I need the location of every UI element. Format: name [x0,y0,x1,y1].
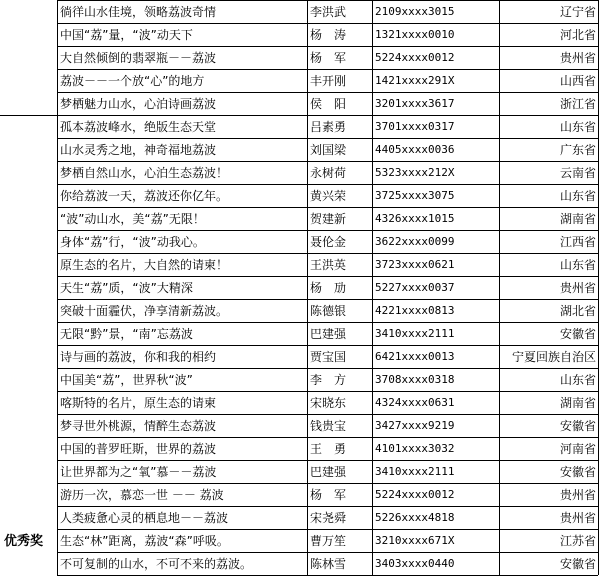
slogan-cell: 生态“林”距离，荔波“森”呼吸。 [60,534,229,548]
row-border [57,207,598,208]
slogan-cell: 梦寻世外桃源，情醉生态荔波 [60,419,217,433]
row-border [57,368,598,369]
row-border [57,506,598,507]
name-cell: 宋尧舜 [310,511,347,525]
province-cell: 云南省 [559,166,596,180]
province-cell: 宁夏回族自治区 [511,350,596,364]
phone-cell: 3410xxxx2111 [375,465,455,478]
row-border [57,276,598,277]
slogan-cell: 中国“荔”量，“波”动天下 [60,28,193,42]
phone-cell: 4326xxxx1015 [375,212,455,225]
phone-cell: 3701xxxx0317 [375,120,455,133]
slogan-cell: 山水灵秀之地，神奇福地荔波 [60,143,217,157]
row-border [57,322,598,323]
province-cell: 江西省 [559,235,596,249]
name-cell: 黄兴荣 [310,189,347,203]
phone-cell: 3708xxxx0318 [375,373,455,386]
phone-cell: 3622xxxx0099 [375,235,455,248]
phone-cell: 3410xxxx2111 [375,327,455,340]
phone-cell: 3403xxxx0440 [375,557,455,570]
name-cell: 杨 劢 [310,281,347,295]
row-border [57,138,598,139]
province-cell: 贵州省 [559,511,596,525]
row-border [57,483,598,484]
phone-cell: 3210xxxx671X [375,534,455,547]
province-cell: 山东省 [559,373,596,387]
slogan-cell: 荔波－－一个放“心”的地方 [60,74,205,88]
phone-cell: 5226xxxx4818 [375,511,455,524]
slogan-cell: 诗与画的荔波，你和我的相约 [60,350,217,364]
province-cell: 贵州省 [559,281,596,295]
column-border [598,0,599,575]
category-label: 优秀奖 [4,534,44,549]
row-border [0,115,598,116]
province-cell: 江苏省 [559,534,596,548]
row-border [57,184,598,185]
slogan-cell: 突破十面霾伏，净享清新荔波。 [60,304,229,318]
name-cell: 杨 涛 [310,28,347,42]
slogan-cell: 中国的普罗旺斯，世界的荔波 [60,442,217,456]
slogan-cell: 梦栖自然山水，心泊生态荔波！ [60,166,229,180]
phone-cell: 3427xxxx9219 [375,419,455,432]
province-cell: 贵州省 [559,51,596,65]
column-border [57,0,58,575]
row-border [57,345,598,346]
row-border [57,230,598,231]
province-cell: 安徽省 [559,419,596,433]
phone-cell: 4101xxxx3032 [375,442,455,455]
phone-cell: 4324xxxx0631 [375,396,455,409]
province-cell: 安徽省 [559,557,596,571]
phone-cell: 6421xxxx0013 [375,350,455,363]
row-border [57,69,598,70]
row-border [57,460,598,461]
province-cell: 山东省 [559,189,596,203]
name-cell: 陈林雪 [310,557,347,571]
slogan-cell: 人类疲惫心灵的栖息地－－荔波 [60,511,229,525]
row-border [57,529,598,530]
slogan-cell: 你给荔波一天，荔波还你亿年。 [60,189,229,203]
province-cell: 河南省 [559,442,596,456]
phone-cell: 2109xxxx3015 [375,5,455,18]
name-cell: 王洪英 [310,258,347,272]
slogan-cell: 天生“荔”质，“波”大精深 [60,281,193,295]
slogan-cell: 喀斯特的名片，原生态的请柬 [60,396,217,410]
slogan-cell: 徜徉山水佳境，领略荔波奇情 [60,5,217,19]
province-cell: 湖南省 [559,212,596,226]
row-border [57,299,598,300]
name-cell: 侯 阳 [310,97,347,111]
name-cell: 宋晓东 [310,396,347,410]
phone-cell: 5323xxxx212X [375,166,455,179]
slogan-cell: 原生态的名片，大自然的请柬！ [60,258,229,272]
phone-cell: 1321xxxx0010 [375,28,455,41]
name-cell: 巴建强 [310,327,347,341]
phone-cell: 4405xxxx0036 [375,143,455,156]
phone-cell: 3201xxxx3617 [375,97,455,110]
slogan-cell: 中国美“荔”，世界秋“波” [60,373,193,387]
column-border [499,0,500,575]
name-cell: 丰开刚 [310,74,347,88]
province-cell: 浙江省 [559,97,596,111]
phone-cell: 3725xxxx3075 [375,189,455,202]
province-cell: 山东省 [559,258,596,272]
row-border [57,23,598,24]
province-cell: 安徽省 [559,465,596,479]
name-cell: 永树荷 [310,166,347,180]
row-border [57,414,598,415]
slogan-cell: 身体“荔”行，“波”动我心。 [60,235,205,249]
slogan-cell: 梦栖魅力山水，心泊诗画荔波 [60,97,217,111]
province-cell: 贵州省 [559,488,596,502]
name-cell: 刘国梁 [310,143,347,157]
name-cell: 杨 军 [310,51,347,65]
slogan-cell: 大自然倾倒的翡翠瓶－－荔波 [60,51,217,65]
name-cell: 李 方 [310,373,347,387]
province-cell: 湖北省 [559,304,596,318]
name-cell: 贺建新 [310,212,347,226]
province-cell: 辽宁省 [559,5,596,19]
province-cell: 河北省 [559,28,596,42]
phone-cell: 5227xxxx0037 [375,281,455,294]
name-cell: 钱贵宝 [310,419,347,433]
province-cell: 安徽省 [559,327,596,341]
row-border [57,552,598,553]
phone-cell: 5224xxxx0012 [375,51,455,64]
name-cell: 陈德银 [310,304,347,318]
slogan-cell: 不可复制的山水，不可不来的荔波。 [60,557,253,571]
row-border [57,253,598,254]
name-cell: 曹万笙 [310,534,347,548]
phone-cell: 4221xxxx0813 [375,304,455,317]
phone-cell: 5224xxxx0012 [375,488,455,501]
slogan-cell: 让世界都为之“氧”慕－－荔波 [60,465,217,479]
slogan-cell: “波”动山水，美“荔”无限！ [60,212,205,226]
province-cell: 广东省 [559,143,596,157]
name-cell: 王 勇 [310,442,347,456]
province-cell: 山西省 [559,74,596,88]
slogan-cell: 游历一次，慕恋一世 －－ 荔波 [60,488,224,502]
slogan-cell: 孤本荔波峰水，绝版生态天堂 [60,120,217,134]
row-border [57,0,598,1]
name-cell: 杨 军 [310,488,347,502]
row-border [57,92,598,93]
row-border [57,161,598,162]
name-cell: 李洪武 [310,5,347,19]
column-border [307,0,308,575]
name-cell: 贾宝国 [310,350,347,364]
row-border [57,437,598,438]
row-border [57,46,598,47]
row-border [57,391,598,392]
name-cell: 聂伦金 [310,235,347,249]
row-border [57,575,598,576]
phone-cell: 1421xxxx291X [375,74,455,87]
name-cell: 吕素勇 [310,120,347,134]
province-cell: 湖南省 [559,396,596,410]
column-border [372,0,373,575]
phone-cell: 3723xxxx0621 [375,258,455,271]
province-cell: 山东省 [559,120,596,134]
slogan-cell: 无限“黔”景，“南”忘荔波 [60,327,193,341]
name-cell: 巴建强 [310,465,347,479]
